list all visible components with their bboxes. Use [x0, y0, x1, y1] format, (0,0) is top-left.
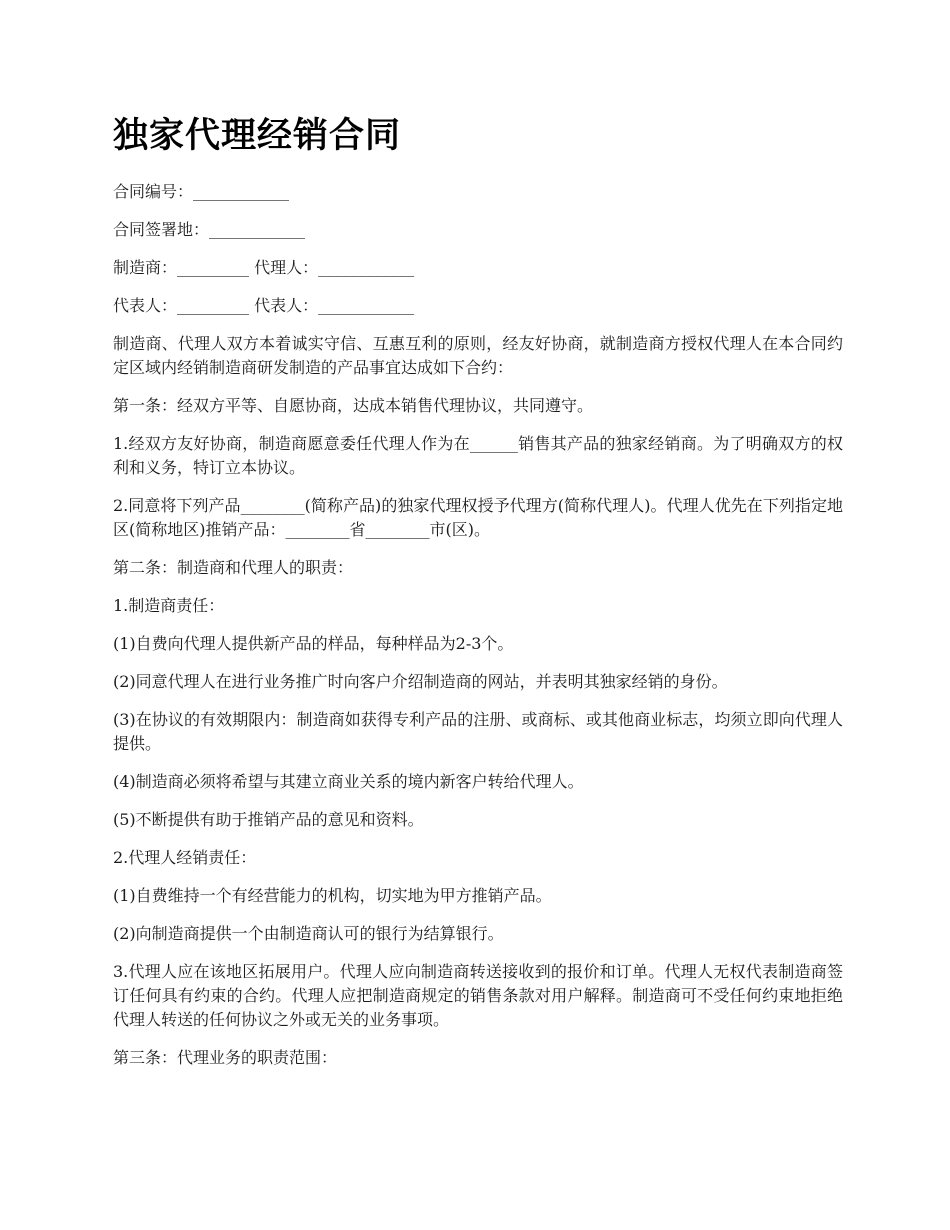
document-body [113, 180, 843, 1084]
manufacturer-duty-3: (3)在协议的有效期限内：制造商如获得专利产品的注册、或商标、或其他商业标志，均须立即向代理人提供。 [113, 710, 843, 753]
article-2-heading: 第二条：制造商和代理人的职责： [113, 558, 354, 577]
agent-duty-1: (1)自费维持一个有经营能力的机构，切实地为甲方推销产品。 [113, 886, 552, 905]
manufacturer-duties-heading: 1.制造商责任： [113, 596, 225, 615]
article-1-heading: 第一条：经双方平等、自愿协商，达成本销售代理协议，共同遵守。 [113, 396, 594, 415]
manufacturer-duty-5: (5)不断提供有助于推销产品的意见和资料。 [113, 810, 424, 829]
manufacturer-duty-4: (4)制造商必须将希望与其建立商业关系的境内新客户转给代理人。 [113, 772, 584, 791]
agent-duties-heading: 2.代理人经销责任： [113, 848, 257, 867]
article-1-clause-1: 1.经双方友好协商，制造商愿意委任代理人作为在______销售其产品的独家经销商。为了明确双方的权利和义务，特订立本协议。 [113, 434, 843, 477]
signing-place-line: 合同签署地：____________ [113, 220, 306, 239]
manufacturer-duty-1: (1)自费向代理人提供新产品的样品，每种样品为2-3个。 [113, 634, 514, 653]
article-1-clause-2: 2.同意将下列产品________(简称产品)的独家代理权授予代理方(简称代理人)。代理人优先在下列指定地区(简称地区)推销产品：________省________市(区)。 [113, 496, 843, 539]
representatives-line: 代表人：_________ 代表人：____________ [113, 296, 415, 315]
contract-number-line: 合同编号：____________ [113, 182, 290, 201]
agent-clause-3: 3.代理人应在该地区拓展用户。代理人应向制造商转送接收到的报价和订单。代理人无权代表制造商签订任何具有约束的合约。代理人应把制造商规定的销售条款对用户解释。制造商可不受任何约束地拒绝代理人转送的任何协议之外或无关的业务事项。 [113, 962, 843, 1029]
manufacturer-duty-2: (2)同意代理人在进行业务推广时向客户介绍制造商的网站，并表明其独家经销的身份。 [113, 672, 728, 691]
agent-duty-2: (2)向制造商提供一个由制造商认可的银行为结算银行。 [113, 924, 504, 943]
document-title: 独家代理经销合同 [113, 116, 402, 156]
article-3-heading: 第三条：代理业务的职责范围： [113, 1048, 338, 1067]
preamble-paragraph: 制造商、代理人双方本着诚实守信、互惠互利的原则，经友好协商，就制造商方授权代理人在本合同约定区域内经销制造商研发制造的产品事宜达成如下合约： [113, 334, 843, 377]
parties-line: 制造商：_________ 代理人：____________ [113, 258, 415, 277]
